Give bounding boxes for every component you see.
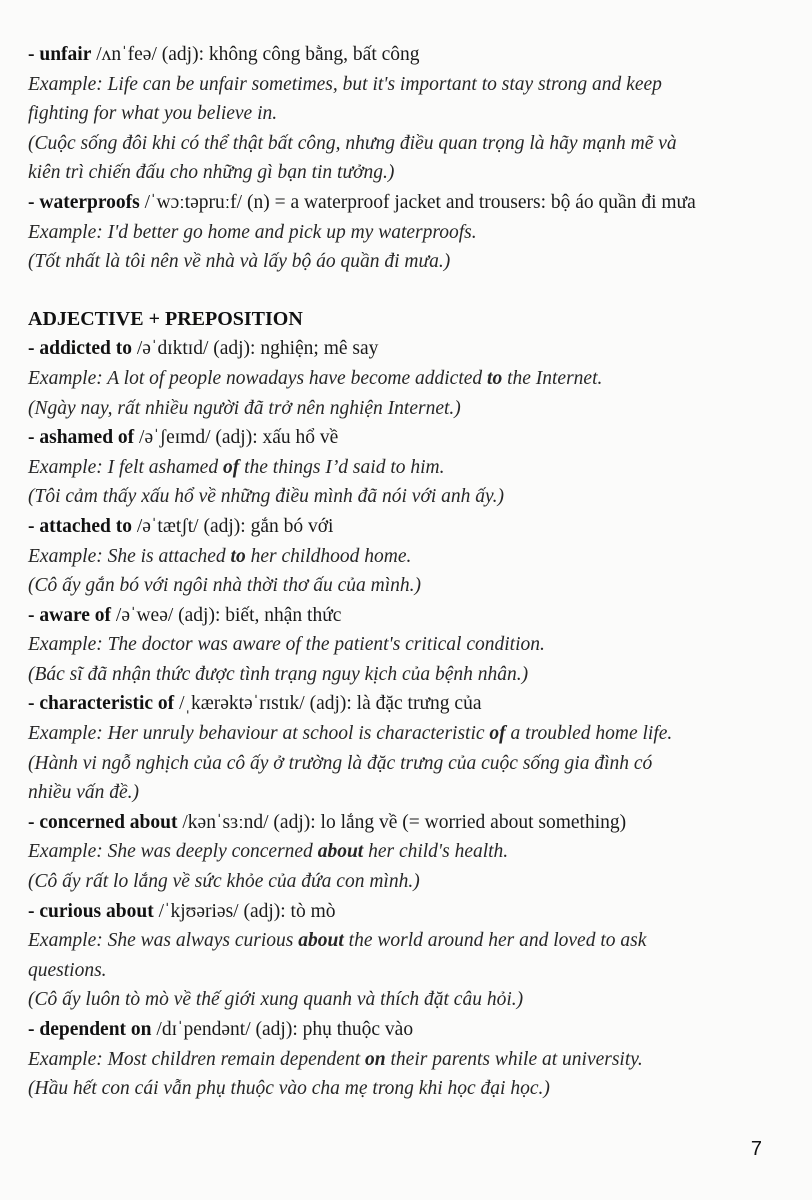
vocab-entry [28, 40, 798, 188]
example-line [28, 453, 798, 483]
example-preposition: of [489, 723, 506, 745]
translation-line: (Cô ấy rất lo lắng về sức khỏe của đứa con mình.) [28, 871, 420, 893]
definition: /dɪˈpendənt/ (adj): phụ thuộc vào [151, 1019, 414, 1040]
example-text: Example: Life can be unfair sometimes, but it's important to stay strong and keep [28, 73, 662, 95]
page-number: 7 [750, 1138, 762, 1160]
translation-line: (Cuộc sống đôi khi có thể thật bất công, nhưng điều quan trọng là hãy mạnh mẽ và [28, 132, 677, 154]
headword: - ashamed of [28, 427, 135, 449]
example-text: Example: I'd better go home and pick up my waterproofs. [28, 221, 477, 243]
definition: /ˌkærəktəˈrɪstɪk/ (adj): là đặc trưng của [174, 693, 482, 715]
example-line [28, 1045, 798, 1075]
translation-line: (Ngày nay, rất nhiều người đã trở nên nghiện Internet.) [28, 397, 461, 419]
example-text: Example: She is attached [28, 545, 231, 567]
example-text: Example: She was deeply concerned [28, 841, 318, 863]
definition: /əˈweə/ (adj): biết, nhận thức [111, 604, 342, 626]
entry-headword-line [28, 512, 798, 542]
vocab-entry [28, 423, 798, 512]
example-text-rest: the things I’d said to him. [239, 456, 445, 478]
example-preposition: about [317, 841, 364, 863]
example-preposition: about [298, 930, 344, 952]
entry-headword-line [28, 334, 798, 364]
headword: - curious about [28, 900, 154, 922]
section-heading: ADJECTIVE + PREPOSITION [28, 307, 303, 330]
vocab-entry [28, 334, 798, 423]
vocab-entry [28, 1015, 798, 1104]
example-line [28, 837, 798, 867]
section-gap [28, 277, 798, 305]
vocab-entry [28, 601, 798, 690]
example-text: Example: She was always curious [28, 930, 299, 952]
vocab-entry [28, 188, 798, 277]
translation-line: (Hành vi ngỗ nghịch của cô ấy ở trường là đặc trưng của cuộc sống gia đình có [28, 752, 653, 774]
example-line [28, 70, 798, 100]
definition: /ˈwɔːtəpruːf/ (n) = a waterproof jacket and trousers: bộ áo quần đi mưa [139, 191, 696, 213]
translation-line: (Cô ấy gắn bó với ngôi nhà thời thơ ấu của mình.) [28, 575, 422, 597]
top-entries [28, 40, 798, 277]
headword: - characteristic of [28, 693, 175, 715]
example-line [28, 364, 798, 394]
example-preposition: on [365, 1048, 386, 1070]
example-text: Example: The doctor was aware of the patient's critical condition. [28, 634, 545, 656]
example-text-rest: the world around her and loved to ask [343, 930, 647, 952]
translation-line: (Hầu hết con cái vẫn phụ thuộc vào cha mẹ trong khi học đại học.) [28, 1078, 550, 1100]
definition: /əˈdɪktɪd/ (adj): nghiện; mê say [132, 338, 379, 360]
example-text: Example: Most children remain dependent [28, 1048, 366, 1070]
definition: /ˈkjʊəriəs/ (adj): tò mò [153, 900, 336, 922]
example-text: Example: Her unruly behaviour at school is characteristic [28, 723, 490, 745]
entry-headword-line [28, 1015, 798, 1045]
vocab-entry [28, 689, 798, 807]
translation-line: (Cô ấy luôn tò mò về thế giới xung quanh và thích đặt câu hỏi.) [28, 989, 524, 1011]
headword: - attached to [28, 515, 132, 537]
example-text-rest: her childhood home. [245, 545, 412, 567]
example-line [28, 926, 798, 956]
headword: - addicted to [28, 338, 132, 360]
example-line [28, 630, 798, 660]
definition: /kənˈsɜːnd/ (adj): lo lắng về (= worried about something) [177, 811, 627, 833]
definition: /ʌnˈfeə/ (adj): không công bằng, bất công [91, 44, 420, 65]
adjective-preposition-entries [28, 334, 798, 1103]
translation-line: nhiều vấn đề.) [28, 782, 140, 804]
example-text-rest: the Internet. [502, 367, 603, 389]
example-line [28, 99, 798, 129]
translation-line: (Bác sĩ đã nhận thức được tình trạng nguy kịch của bệnh nhân.) [28, 663, 529, 685]
entry-headword-line [28, 188, 798, 218]
entry-headword-line [28, 601, 798, 631]
entry-headword-line [28, 808, 798, 838]
example-text-rest: a troubled home life. [505, 723, 673, 745]
example-text: Example: I felt ashamed [28, 456, 223, 478]
headword: - concerned about [28, 811, 178, 833]
headword: - waterproofs [28, 191, 140, 213]
example-line [28, 719, 798, 749]
example-line [28, 218, 798, 248]
headword: - unfair [28, 44, 92, 65]
headword: - dependent on [28, 1019, 152, 1040]
translation-line: kiên trì chiến đấu cho những gì bạn tin tưởng.) [28, 162, 395, 184]
example-preposition: to [230, 545, 246, 567]
vocab-entry [28, 512, 798, 601]
example-text: Example: A lot of people nowadays have become addicted [28, 367, 488, 389]
definition: /əˈtætʃt/ (adj): gắn bó với [131, 515, 334, 537]
headword: - aware of [28, 604, 112, 626]
entry-headword-line [28, 423, 798, 453]
example-line [28, 542, 798, 572]
vocab-entry [28, 897, 798, 1015]
vocabulary-page [28, 40, 798, 1104]
example-preposition: of [222, 456, 240, 478]
vocab-entry [28, 808, 798, 897]
definition: /əˈʃeɪmd/ (adj): xấu hổ về [134, 427, 339, 449]
example-text: fighting for what you believe in. [28, 103, 278, 125]
translation-line: (Tốt nhất là tôi nên về nhà và lấy bộ áo quần đi mưa.) [28, 251, 451, 273]
example-text-rest: their parents while at university. [385, 1048, 643, 1070]
entry-headword-line [28, 897, 798, 927]
example-line [28, 956, 798, 986]
example-text: questions. [28, 959, 107, 981]
example-text-rest: her child's health. [363, 841, 509, 863]
entry-headword-line [28, 40, 798, 70]
entry-headword-line [28, 689, 798, 719]
translation-line: (Tôi cảm thấy xấu hổ về những điều mình đã nói với anh ấy.) [28, 486, 504, 508]
example-preposition: to [487, 367, 503, 389]
